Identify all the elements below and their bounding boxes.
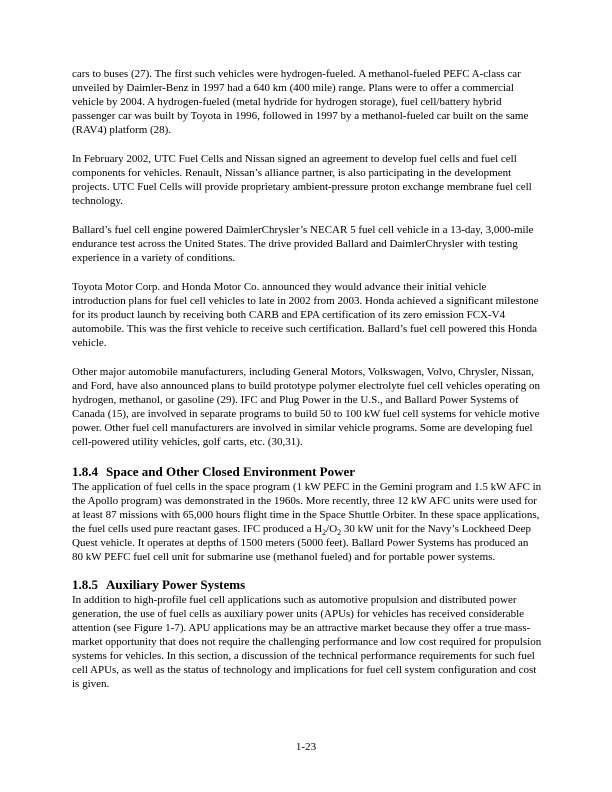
paragraph-vehicles-intro: cars to buses (27). The first such vehicles were hydrogen-fueled. A methanol-fueled PEFC A-class car unveiled by Daimler-Benz in 1997 had a 640 km (400 mile) range. Plans were to offer a commercial vehicle by 2004. A hydrogen-fueled (metal hydride for hydrogen storage), fuel cell/battery hybrid passenger car was built by Toyota in 1996, followed in 1997 by a methanol-fueled car built on the same (RAV4) platform (28).	[72, 68, 529, 136]
subscript-h2: 2	[322, 528, 327, 538]
section-heading-auxiliary-power	[72, 577, 542, 592]
space-text-part3: 30 kW unit for the Navy’s Lockheed Deep Quest vehicle. It operates at depths of 1500 meters (5000 feet). Ballard Power Systems has produced an 80 kW PEFC fuel cell unit for submarine use (methanol fueled) and for portable power systems.	[72, 523, 531, 563]
section-title: Auxiliary Power Systems	[106, 577, 246, 592]
paragraph-toyota-honda: Toyota Motor Corp. and Honda Motor Co. announced they would advance their initial vehicle introduction plans for fuel cell vehicles to late in 2002 from 2003. Honda achieved a significant milestone for its product launch by receiving both CARB and EPA certification of its zero emission FCX-V4 automobile. This was the first vehicle to receive such certification. Ballard’s fuel cell powered this Honda vehicle.	[72, 281, 539, 349]
space-text-part2: /O	[326, 523, 338, 535]
section-heading-space-power	[72, 464, 542, 479]
paragraph-other-manufacturers: Other major automobile manufacturers, including General Motors, Volkswagen, Volvo, Chrysler, Nissan, and Ford, have also announced plans to build prototype polymer electrolyte fuel cell vehicles operating on hydrogen, methanol, or gasoline (29). IFC and Plug Power in the U.S., and Ballard Power Systems of Canada (15), are involved in separate programs to build 50 to 100 kW fuel cell systems for vehicle motive power. Other fuel cell manufacturers are involved in similar vehicle programs. Some are developing fuel cell-powered utility vehicles, golf carts, etc. (30,31).	[72, 366, 540, 448]
paragraph-utc-nissan: In February 2002, UTC Fuel Cells and Nissan signed an agreement to develop fuel cells and fuel cell components for vehicles. Renault, Nissan’s alliance partner, is also participating in the development projects. UTC Fuel Cells will provide proprietary ambient-pressure proton exchange membrane fuel cell technology.	[72, 153, 532, 207]
section-number: 1.8.4	[72, 464, 98, 479]
subscript-o2: 2	[337, 528, 342, 538]
section-title: Space and Other Closed Environment Power	[106, 464, 356, 479]
paragraph-ballard-necar: Ballard’s fuel cell engine powered DaimlerChrysler’s NECAR 5 fuel cell vehicle in a 13-day, 3,000-mile endurance test across the United States. The drive provided Ballard and DaimlerChrysler with testing experience in a variety of conditions.	[72, 224, 534, 264]
paragraph-auxiliary-power: In addition to high-profile fuel cell applications such as automotive propulsion and distributed power generation, the use of fuel cells as auxiliary power units (APUs) for vehicles has received considerable attention (see Figure 1-7). APU applications may be an attractive market because they offer a true mass-market opportunity that does not require the challenging performance and low cost required for propulsion systems for vehicles. In this section, a discussion of the technical performance requirements for such fuel cell APUs, as well as the status of technology and implications for fuel cell system configuration and cost is given.	[72, 594, 542, 690]
space-text-part1: The application of fuel cells in the space program (1 kW PEFC in the Gemini program and 1.5 kW AFC in the Apollo program) was demonstrated in the 1960s. More recently, three 12 kW AFC units were used for at least 87 missions with 65,000 hours flight time in the Space Shuttle Orbiter. In these space applications, the fuel cells used pure reactant gases. IFC produced a H	[72, 481, 542, 535]
section-number: 1.8.5	[72, 577, 98, 592]
document-body	[72, 67, 542, 706]
page-number: 1-23	[295, 741, 317, 753]
paragraph-space-power	[72, 480, 542, 564]
